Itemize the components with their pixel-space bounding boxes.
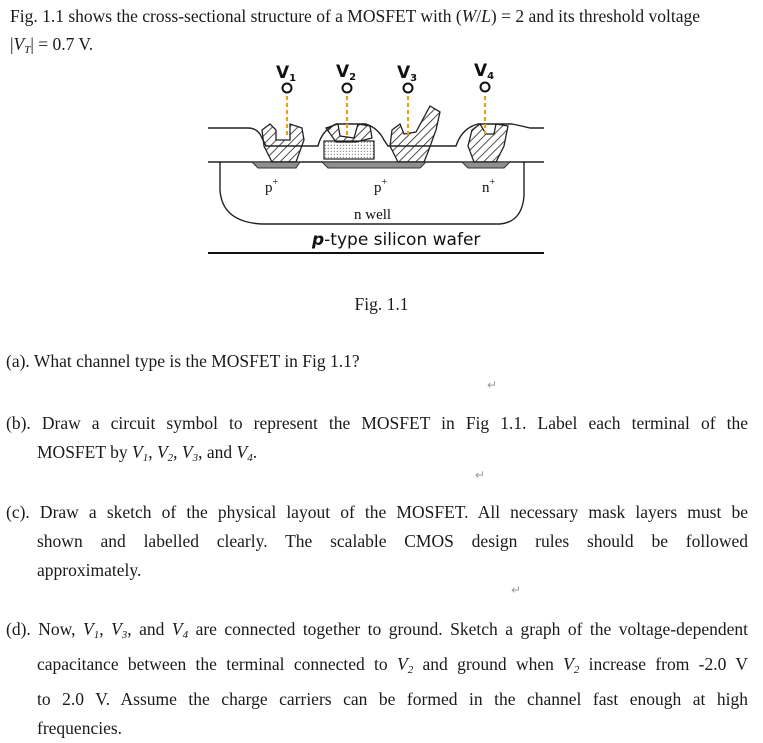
return-mark-2: ↵	[475, 468, 486, 482]
terminal-label-v2: V2	[336, 62, 357, 83]
terminal-label-v1: V1	[276, 63, 297, 84]
terminal-circle-v4	[481, 83, 490, 92]
question-b: (b). Draw a circuit symbol to represent the MOSFET in Fig 1.1. Label each terminal of the MOSFET by $V_1$, $V_2$, $V_3$, and $V_4$.	[6, 413, 748, 464]
terminal-circle-v2	[343, 84, 352, 93]
metal-contact-v1	[262, 124, 304, 162]
n-well-label: n well	[354, 207, 392, 223]
terminal-circle-v1	[283, 84, 292, 93]
wafer-label: p-type silicon wafer	[312, 230, 481, 250]
p-plus-diffusion-2	[322, 162, 426, 168]
region-label-p-plus-1: p+	[265, 177, 279, 196]
mosfet-cross-section-figure	[0, 0, 763, 290]
figure-caption: Fig. 1.1	[354, 294, 409, 314]
metal-contact-v4	[468, 124, 508, 162]
question-c: (c). Draw a sketch of the physical layout of the MOSFET. All necessary mask layers must be shown and labelled clearly. The scalable CMOS design rules should be followed approximately.	[6, 502, 748, 580]
terminal-label-v3: V3	[397, 63, 418, 84]
return-mark-1: ↵	[487, 378, 498, 392]
region-label-p-plus-2: p+	[374, 177, 388, 196]
n-plus-diffusion	[462, 162, 510, 168]
intro-line-2: $|V_T| = 0.7$ V.	[10, 34, 94, 56]
p-plus-diffusion-1	[252, 162, 300, 168]
intro-line-1: Fig. 1.1 shows the cross-sectional structure of a MOSFET with (W/L) = 2 and its threshold voltage	[10, 6, 701, 26]
metal-contact-v2	[326, 124, 372, 142]
terminal-circle-v3	[404, 84, 413, 93]
metal-contact-v3	[390, 106, 440, 162]
gate-poly	[324, 141, 374, 159]
question-a: (a). What channel type is the MOSFET in Fig 1.1?	[6, 351, 360, 371]
region-label-n-plus: n+	[482, 177, 496, 196]
terminal-label-v4: V4	[474, 61, 495, 82]
return-mark-3: ↵	[511, 583, 522, 597]
question-d: (d). Now, $V_1$, $V_3$, and $V_4$ are connected together to ground. Sketch a graph of the voltage-dependent capacitance between the terminal connected to $V_2$ and ground when $V_2$ increase from -2.0 V to 2.0 V. Assume the charge carriers can be formed in the channel fast enough at high frequencies.	[6, 619, 749, 738]
